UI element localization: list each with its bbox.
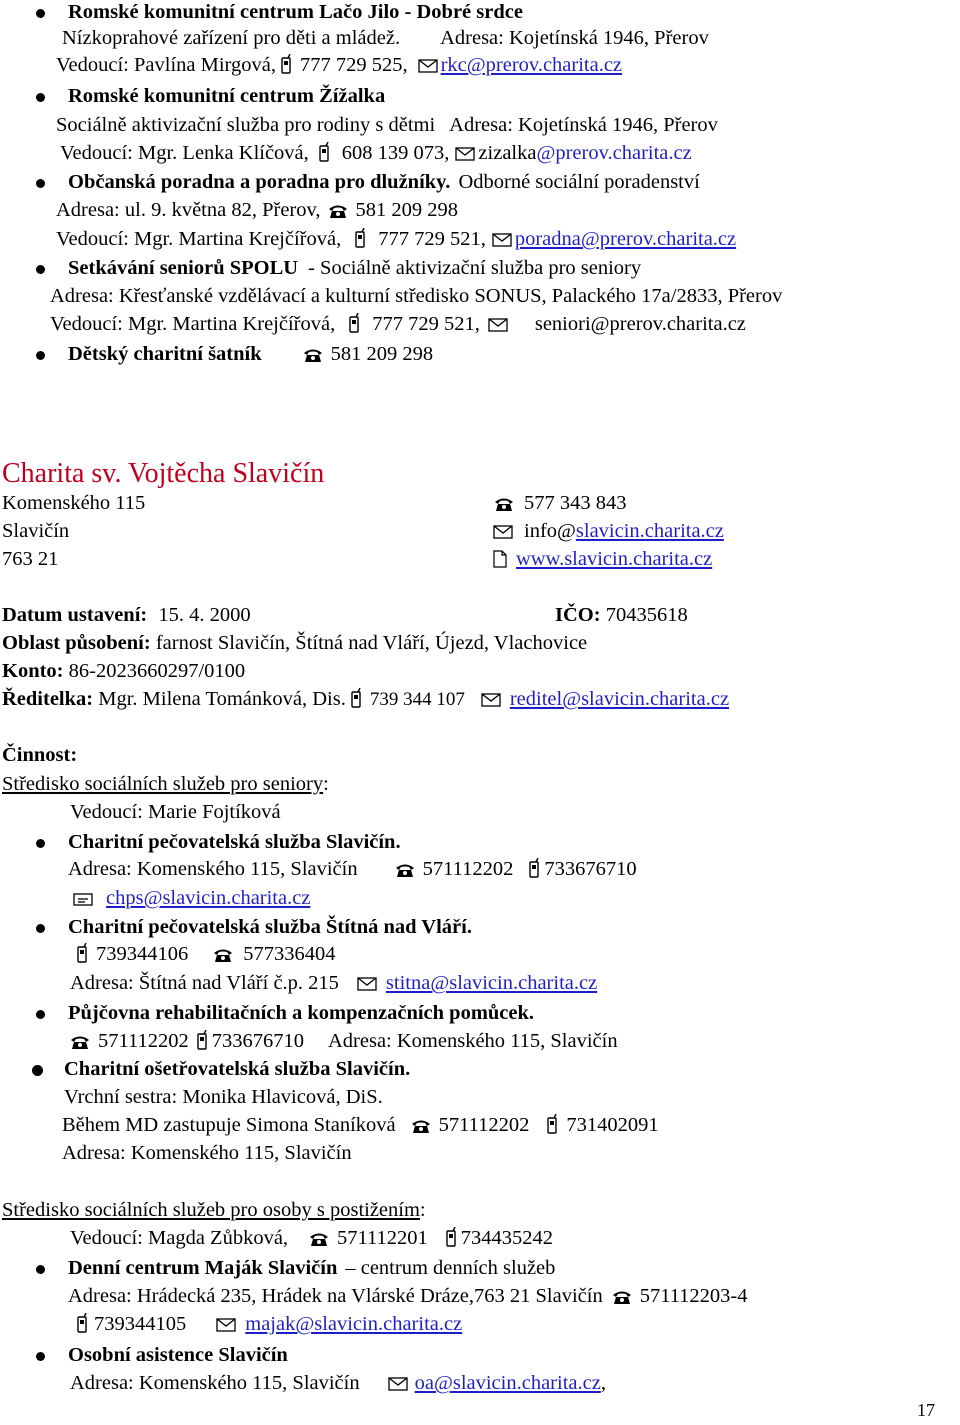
- entry-title: Dětský charitní šatník 581 209 298: [36, 342, 433, 366]
- org-street: Komenského 115: [2, 492, 146, 514]
- entry-title: Charitní ošetřovatelská služba Slavičín.: [32, 1057, 410, 1081]
- telephone-icon: [302, 347, 324, 363]
- section-title: Středisko sociálních služeb pro seniory:: [2, 773, 329, 795]
- mobile-phone-icon: [75, 943, 89, 963]
- envelope-icon: [418, 58, 438, 74]
- entry-line: Adresa: Komenského 115, Slavičín 571112202 733676710: [68, 858, 637, 880]
- web-link[interactable]: www.slavicin.charita.cz: [516, 548, 713, 570]
- email-link[interactable]: majak@slavicin.charita.cz: [245, 1313, 463, 1335]
- entry-line: 571112202 733676710 Adresa: Komenského 115, Slavičín: [66, 1029, 618, 1053]
- founded: Datum ustavení: 15. 4. 2000: [2, 604, 251, 626]
- entry-line: Vrchní sestra: Monika Hlavicová, DiS.: [64, 1086, 383, 1108]
- entry-line: Vedoucí: Mgr. Martina Krejčířová, 777 729 521, seniori@prerov.charita.cz: [50, 313, 746, 335]
- entry-title: Romské komunitní centrum Žížalka: [36, 84, 385, 108]
- bullet-icon: [36, 1265, 45, 1274]
- bullet-icon: [36, 1352, 45, 1361]
- mobile-phone-icon: [347, 313, 361, 333]
- page-icon: [493, 550, 507, 568]
- mobile-phone-icon: [195, 1030, 209, 1050]
- email-link[interactable]: poradna@prerov.charita.cz: [514, 228, 737, 250]
- envelope-icon: [492, 232, 512, 248]
- entry-line: Během MD zastupuje Simona Staníková 571112202 731402091: [62, 1114, 659, 1136]
- email-link[interactable]: rkc@prerov.charita.cz: [440, 54, 623, 76]
- section-lead: Vedoucí: Marie Fojtíková: [70, 801, 281, 823]
- email-link[interactable]: stitna@slavicin.charita.cz: [385, 972, 598, 994]
- telephone-icon: [410, 1118, 432, 1134]
- envelope-icon: [388, 1376, 408, 1392]
- email-link[interactable]: @prerov.charita.cz: [536, 142, 692, 164]
- bullet-icon: [36, 924, 45, 933]
- ico: IČO: 70435618: [555, 604, 688, 626]
- telephone-icon: [212, 947, 234, 963]
- telephone-icon: [327, 203, 349, 219]
- mobile-phone-icon: [317, 142, 331, 162]
- telephone-icon: [69, 1034, 91, 1050]
- org-zip: 763 21: [2, 548, 59, 570]
- email-link[interactable]: chps@slavicin.charita.cz: [106, 887, 311, 909]
- envelope-icon: [493, 524, 513, 540]
- entry-title: Půjčovna rehabilitačních a kompenzačních pomůcek.: [36, 1001, 534, 1025]
- bullet-icon: [36, 265, 45, 274]
- entry-title: Charitní pečovatelská služba Slavičín.: [36, 830, 401, 854]
- envelope-icon: [357, 976, 377, 992]
- mobile-phone-icon: [349, 688, 363, 708]
- fax-icon: [73, 891, 93, 907]
- bullet-icon: [32, 1065, 43, 1076]
- telephone-icon: [611, 1289, 633, 1305]
- org-city: Slavičín: [2, 520, 70, 542]
- entry-line: Adresa: Komenského 115, Slavičín oa@slavicin.charita.cz,: [70, 1372, 606, 1394]
- entry-line: Adresa: Hrádecká 235, Hrádek na Vlárské Dráze,763 21 Slavičín 571112203-4: [68, 1285, 748, 1307]
- section-title: Středisko sociálních služeb pro osoby s postižením:: [2, 1199, 426, 1221]
- entry-line: 739344106 577336404: [72, 942, 336, 966]
- entry-line: Vedoucí: Pavlína Mirgová, 777 729 525, rkc@prerov.charita.cz: [56, 54, 623, 76]
- account: Konto: 86-2023660297/0100: [2, 660, 246, 682]
- entry-line: Vedoucí: Mgr. Martina Krejčířová, 777 729 521, poradna@prerov.charita.cz: [56, 228, 737, 250]
- section-heading: Činnost:: [2, 744, 78, 766]
- mobile-phone-icon: [75, 1313, 89, 1333]
- entry-title: Denní centrum Maják Slavičín – centrum denních služeb: [36, 1256, 555, 1280]
- envelope-icon: [481, 692, 501, 708]
- org-phone: 577 343 843: [490, 491, 627, 515]
- entry-title: Charitní pečovatelská služba Štítná nad Vláří.: [36, 915, 472, 939]
- mobile-phone-icon: [444, 1227, 458, 1247]
- email-link[interactable]: reditel@slavicin.charita.cz: [509, 688, 730, 710]
- entry-line: [70, 886, 310, 910]
- page-title: Charita sv. Vojtěcha Slavičín: [2, 458, 325, 489]
- telephone-icon: [394, 862, 416, 878]
- envelope-icon: [216, 1317, 236, 1333]
- org-web: [490, 547, 712, 571]
- entry-line: Adresa: ul. 9. května 82, Přerov, 581 209 298: [56, 199, 459, 221]
- org-email: info@slavicin.charita.cz: [490, 519, 724, 543]
- telephone-icon: [308, 1231, 330, 1247]
- bullet-icon: [36, 9, 45, 18]
- entry-line: Adresa: Komenského 115, Slavičín: [62, 1142, 352, 1164]
- entry-line: Sociálně aktivizační služba pro rodiny s dětmi Adresa: Kojetínská 1946, Přerov: [56, 114, 718, 136]
- entry-line: Vedoucí: Mgr. Lenka Klíčová, 608 139 073, zizalka@prerov.charita.cz: [60, 142, 692, 164]
- entry-title: Osobní asistence Slavičín: [36, 1343, 288, 1367]
- email-link[interactable]: oa@slavicin.charita.cz: [414, 1372, 601, 1394]
- envelope-icon: [455, 146, 475, 162]
- bullet-icon: [36, 179, 45, 188]
- bullet-icon: [36, 351, 45, 360]
- entry-title: Setkávání seniorů SPOLU - Sociálně aktivizační služba pro seniory: [36, 256, 641, 280]
- entry-line: 739344105 majak@slavicin.charita.cz: [72, 1312, 462, 1336]
- area: Oblast působení: farnost Slavičín, Štítná nad Vláří, Újezd, Vlachovice: [2, 632, 588, 654]
- entry-title: Občanská poradna a poradna pro dlužníky. Odborné sociální poradenství: [36, 170, 700, 194]
- director: Ředitelka: Mgr. Milena Tománková, Dis. 739 344 107 reditel@slavicin.charita.cz: [2, 688, 730, 710]
- bullet-icon: [36, 839, 45, 848]
- entry-title: Romské komunitní centrum Lačo Jilo - Dobré srdce: [36, 0, 523, 24]
- entry-line: Adresa: Štítná nad Vláří č.p. 215 stitna@slavicin.charita.cz: [70, 972, 598, 994]
- entry-line: Adresa: Křesťanské vzdělávací a kulturní středisko SONUS, Palackého 17a/2833, Přerov: [50, 285, 783, 307]
- entry-line: Nízkoprahové zařízení pro děti a mládež. Adresa: Kojetínská 1946, Přerov: [62, 27, 709, 49]
- mobile-phone-icon: [545, 1114, 559, 1134]
- telephone-icon: [493, 496, 515, 512]
- mobile-phone-icon: [353, 228, 367, 248]
- bullet-icon: [36, 93, 45, 102]
- section-lead: Vedoucí: Magda Zůbková, 571112201 734435242: [70, 1227, 554, 1249]
- mobile-phone-icon: [527, 858, 541, 878]
- mobile-phone-icon: [279, 54, 293, 74]
- page-number: 17: [917, 1400, 935, 1420]
- envelope-icon: [488, 317, 508, 333]
- bullet-icon: [36, 1010, 45, 1019]
- email-link[interactable]: slavicin.charita.cz: [575, 520, 724, 542]
